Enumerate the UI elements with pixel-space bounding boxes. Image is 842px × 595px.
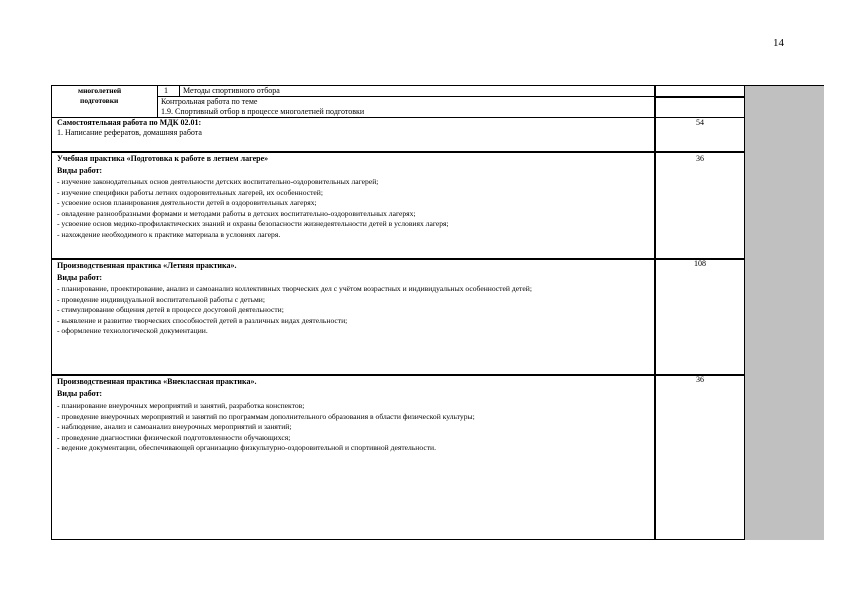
list-item: - овладение разнообразными формами и методами работы в детских воспитательно-оздоровительных лагерях; xyxy=(57,208,416,218)
shaded-column xyxy=(745,86,824,540)
self-study-hours: 54 xyxy=(696,118,704,127)
educational-practice-list xyxy=(57,177,653,240)
self-study-title: Самостоятельная работа по МДК 02.01: xyxy=(57,118,202,127)
curriculum-table xyxy=(51,85,824,540)
item-number: 1 xyxy=(164,86,168,95)
extracurricular-practice-title: Производственная практика «Внеклассная практика». xyxy=(57,377,257,386)
list-item: - усвоение основ планирования деятельности детей в оздоровительных лагерях; xyxy=(57,198,317,207)
divider-vertical-item-number xyxy=(179,86,180,96)
list-item: - нахождение необходимого к практике материала в условиях лагеря. xyxy=(57,229,281,239)
extracurricular-practice-hours: 36 xyxy=(696,375,704,384)
extracurricular-practice-list xyxy=(57,401,653,454)
left-cell-line-2: подготовки xyxy=(80,96,119,105)
summer-practice-title: Производственная практика «Летняя практика». xyxy=(57,261,237,270)
list-item: - проведение индивидуальной воспитательной работы с детьми; xyxy=(57,294,265,304)
divider-row-educational-practice xyxy=(52,151,745,153)
list-item: - изучение специфики работы летних оздоровительных лагерей, их особенностей; xyxy=(57,187,323,197)
educational-practice-title: Учебная практика «Подготовка к работе в летнем лагере» xyxy=(57,154,269,163)
summer-practice-hours: 108 xyxy=(694,259,706,268)
list-item: - усвоение основ медико-профилактических знаний и охраны безопасности жизнедеятельности детей в условиях лагеря; xyxy=(57,219,449,228)
list-item: - ведение документации, обеспечивающей организацию физкультурно-оздоровительной и спортивной деятельности. xyxy=(57,443,436,452)
divider-row-extracurricular-practice xyxy=(52,374,745,376)
divider-row-hours-top xyxy=(655,96,745,98)
divider-vertical-left-cell xyxy=(157,86,158,117)
control-work-label: Контрольная работа по теме xyxy=(161,97,258,106)
list-item: - проведение внеурочных мероприятий и занятий по программам дополнительного образования в области физической культуры; xyxy=(57,411,475,421)
divider-vertical-shaded xyxy=(744,86,745,540)
page-number: 14 xyxy=(773,37,784,49)
list-item: - стимулирование общения детей в процессе досуговой деятельности; xyxy=(57,305,284,314)
left-cell-line-1: многолетней xyxy=(78,86,122,95)
list-item: - планирование, проектирование, анализ и самоанализ коллективных творческих дел с учётом возрастных и индивидуальных особенностей детей; xyxy=(57,284,532,293)
educational-practice-subtitle: Виды работ: xyxy=(57,166,103,175)
educational-practice-hours: 36 xyxy=(696,154,704,163)
list-item: - наблюдение, анализ и самоанализ внеурочных мероприятий и занятий; xyxy=(57,422,292,431)
item-title: Методы спортивного отбора xyxy=(183,86,280,95)
list-item: - проведение диагностики физической подготовленности обучающихся; xyxy=(57,432,291,442)
list-item: - изучение законодательных основ деятельности детских воспитательно-оздоровительных лагерей; xyxy=(57,177,379,186)
summer-practice-subtitle: Виды работ: xyxy=(57,273,103,282)
extracurricular-practice-subtitle: Виды работ: xyxy=(57,389,103,398)
summer-practice-list xyxy=(57,284,653,337)
divider-row-summer-practice xyxy=(52,258,745,260)
list-item: - планирование внеурочных мероприятий и занятий, разработка конспектов; xyxy=(57,401,305,410)
control-work-topic: 1.9. Спортивный отбор в процессе многолетней подготовки xyxy=(161,107,365,116)
list-item: - оформление технологической документации. xyxy=(57,326,208,335)
self-study-line: 1. Написание рефератов, домашняя работа xyxy=(57,128,202,137)
list-item: - выявление и развитие творческих способностей детей в различных видах деятельности; xyxy=(57,315,348,325)
